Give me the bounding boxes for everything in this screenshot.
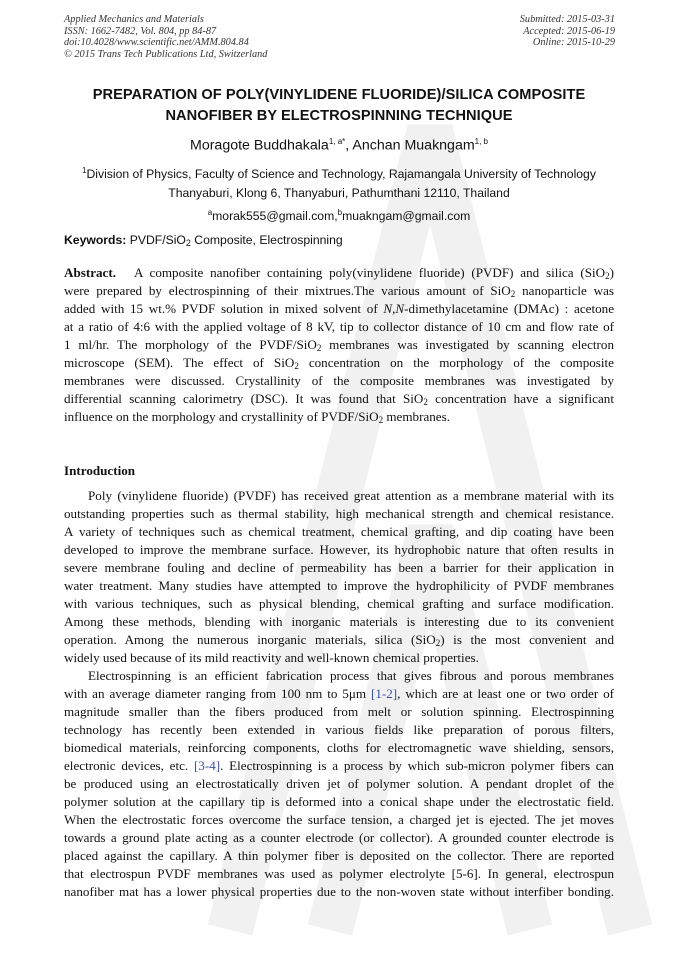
intro-line: placed against the capillary. A thin polymer fiber is deposited on the collector. There are reported <box>64 848 614 863</box>
subscript: 2 <box>378 415 384 425</box>
abstract-text: A composite nanofiber containing poly(vinylidene fluoride) (PVDF) and silica (SiO <box>134 265 606 280</box>
intro-line <box>64 631 614 649</box>
abstract-text: membranes was investigated by scanning electron <box>321 337 614 352</box>
affil-line-2: Thanyaburi, Klong 6, Thanyaburi, Pathumthani 12110, Thailand <box>168 186 510 201</box>
author-1-affil-sup: 1, a* <box>328 137 346 146</box>
affiliation <box>40 161 638 226</box>
citation-link[interactable]: [1-2] <box>370 686 398 701</box>
abstract-line: at a ratio of 4:6 with the applied voltage of 8 kV, tip to collector distance of 10 cm and flow rate of <box>64 319 614 334</box>
intro-line: Poly (vinylidene fluoride) (PVDF) has received great attention as a membrane material with its <box>88 488 614 503</box>
intro-line: Electrospinning is an efficient fabrication process that gives fibrous and porous membranes <box>88 668 614 683</box>
submitted-date: Submitted: 2015-03-31 <box>519 14 615 25</box>
author-2: Anchan Muakngam <box>352 137 475 154</box>
abstract-text: differential scanning calorimetry (DSC). It was found that SiO <box>64 391 424 406</box>
abstract-line: membranes were discussed. Crystallinity of the composite membranes was investigated by <box>64 373 614 388</box>
keywords-text: PVDF/SiO <box>126 233 186 247</box>
abstract <box>64 264 614 426</box>
copyright: © 2015 Trans Tech Publications Ltd, Switzerland <box>64 48 268 60</box>
keywords <box>64 233 343 247</box>
abstract-line <box>64 408 614 426</box>
author-separator: , <box>345 137 353 154</box>
introduction-body <box>64 487 614 901</box>
intro-line: technology has recently been extended in various fields like preparation of porous filters, <box>64 722 614 737</box>
intro-line: with various techniques, such as physical blending, chemical grafting and surface modification. <box>64 596 614 611</box>
authors <box>40 132 638 156</box>
email-b-sup: b <box>337 208 343 218</box>
abstract-line <box>64 264 614 282</box>
abstract-line <box>64 282 614 300</box>
abstract-line <box>64 354 614 372</box>
author-2-affil-sup: 1, b <box>474 137 488 146</box>
emails <box>40 203 638 226</box>
intro-line: that electrospun PVDF membranes was used as polymer electrolyte [5-6]. In general, electrospun <box>64 866 614 881</box>
intro-line: outstanding properties such as thermal stability, high mechanical strength and chemical resistance. <box>64 506 614 521</box>
abstract-line <box>64 336 614 354</box>
author-1: Moragote Buddhakala <box>190 137 329 154</box>
abstract-italic: N,N <box>383 301 405 316</box>
abstract-text: ) <box>609 265 614 280</box>
subscript: 2 <box>316 343 322 353</box>
abstract-text: influence on the morphology and crystallinity of PVDF/SiO <box>64 409 379 424</box>
email-b[interactable]: muakngam@gmail.com <box>342 209 471 224</box>
citation-link[interactable]: [3-4] <box>193 758 221 773</box>
abstract-label: Abstract. <box>64 265 116 280</box>
abstract-text: added with 15 wt.% PVDF solution in mixed solvent of <box>64 301 384 316</box>
keywords-label: Keywords: <box>64 233 127 247</box>
subscript: 2 <box>423 397 428 407</box>
issn-volume: ISSN: 1662-7482, Vol. 804, pp 84-87 <box>64 25 217 37</box>
intro-line: polymer solution at the capillary tip is deformed into a conical shape under the electrostatic field. <box>64 794 614 809</box>
section-heading-introduction: Introduction <box>64 463 136 478</box>
abstract-text: -dimethylacetamine (DMAc) : acetone <box>404 301 615 316</box>
abstract-text: 1 ml/hr. The morphology of the PVDF/SiO <box>64 337 317 352</box>
intro-line: When the electrostatic forces overcome the surface tension, a charged jet is ejected. The jet moves <box>64 812 614 827</box>
abstract-text: nanoparticle was <box>515 283 614 298</box>
intro-line: severe membrane fouling and decline of permeability has been a barrier for their application in <box>64 560 614 575</box>
online-date: Online: 2015-10-29 <box>532 37 615 49</box>
intro-line: Among these methods, blending with inorganic materials is interesting due to its convenient <box>64 614 614 629</box>
affil-sup: 1 <box>82 166 87 175</box>
keywords-sub: 2 <box>185 238 191 248</box>
subscript: 2 <box>294 361 299 371</box>
intro-text: electronic devices, etc. <box>64 758 194 773</box>
subscript: 2 <box>510 289 516 299</box>
email-a[interactable]: morak555@gmail.com, <box>212 209 338 224</box>
intro-text: operation. Among the numerous inorganic materials, silica (SiO <box>64 632 436 647</box>
subscript: 2 <box>435 638 441 648</box>
abstract-text: membranes. <box>383 409 450 424</box>
intro-line: biomedical materials, reinforcing components, cloths for electromagnetic wave shielding, sensors, <box>64 740 614 755</box>
intro-line <box>64 685 614 703</box>
title-line-2: NANOFIBER BY ELECTROSPINNING TECHNIQUE <box>165 108 513 124</box>
submission-dates <box>520 14 615 49</box>
intro-text: ) is the most convenient and <box>440 632 615 647</box>
email-a-sup: a <box>207 208 213 218</box>
journal-info <box>64 14 267 60</box>
intro-line: widely used because of its mild reactivity and well-known chemical properties. <box>64 650 479 665</box>
paper-title <box>40 85 638 127</box>
doi[interactable]: doi:10.4028/www.scientific.net/AMM.804.84 <box>64 37 249 49</box>
subscript: 2 <box>605 271 610 281</box>
intro-text: , which are at least one or two order of <box>397 686 614 701</box>
title-line-1: PREPARATION OF POLY(VINYLIDENE FLUORIDE)/SILICA COMPOSITE <box>92 87 586 103</box>
abstract-line <box>64 300 614 318</box>
intro-line: developed to improve the membrane surface. However, its hydrophobic nature that often results in <box>64 542 614 557</box>
intro-line: magnitude smaller than the fibers produced from melt or solution spinning. Electrospinning <box>64 704 614 719</box>
abstract-text: concentration on the morphology of the composite <box>298 355 614 370</box>
intro-line: towards a ground plate acting as a counter electrode (or collector). A grounded counter electrode is <box>64 830 614 845</box>
intro-text: . Electrospinning is a process by which sub-micron polymer fibers can <box>220 758 614 773</box>
intro-text: with an average diameter ranging from 100 nm to 5μm <box>64 686 371 701</box>
intro-line <box>64 757 614 775</box>
accepted-date: Accepted: 2015-06-19 <box>523 25 615 37</box>
intro-line: A variety of techniques such as chemical treatment, chemical grafting, and dip coating have been <box>64 524 614 539</box>
keywords-text-end: Composite, Electrospinning <box>190 233 343 247</box>
intro-line: water treatment. Many studies have attempted to improve the hydrophilicity of PVDF membranes <box>64 578 614 593</box>
intro-line: nanofiber mat has a lower physical properties due to the non-woven state without interfiber bonding. <box>64 884 614 899</box>
abstract-line <box>64 390 614 408</box>
intro-line: be produced using an electrostatically driven jet of polymer solution. A pendant droplet of the <box>64 776 614 791</box>
abstract-text: were prepared by electrospinning of their mixtrues.The various amount of SiO <box>64 283 511 298</box>
journal-name: Applied Mechanics and Materials <box>64 14 204 25</box>
affil-line-1: Division of Physics, Faculty of Science and Technology, Rajamangala University of Technology <box>86 167 596 182</box>
abstract-text: microscope (SEM). The effect of SiO <box>64 355 295 370</box>
abstract-text: concentration have a significant <box>427 391 614 406</box>
